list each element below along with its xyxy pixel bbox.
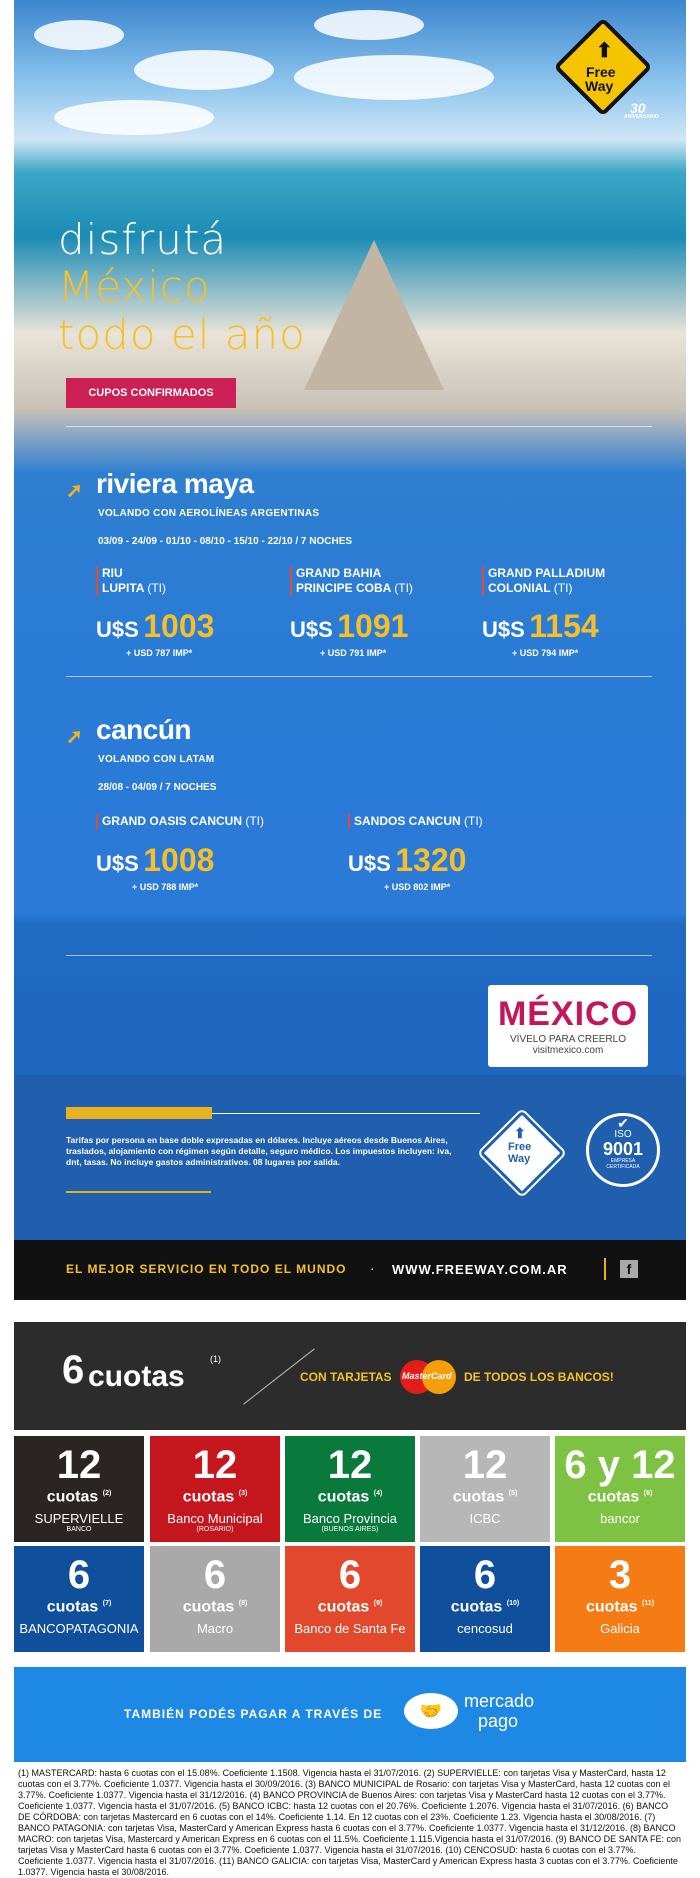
tile-number: 6 y 12 <box>564 1443 676 1487</box>
installments-banner <box>14 1322 686 1430</box>
price-amount: 1320 <box>395 842 467 878</box>
currency: U$S <box>482 617 525 642</box>
arrow-up-icon: ⬆ <box>596 40 613 62</box>
currency: U$S <box>96 851 139 876</box>
freeway-small-bottom: Way <box>508 1153 531 1165</box>
freeway-sign-bottom: Way <box>585 78 614 94</box>
promo-word: cuotas <box>88 1360 185 1393</box>
bank-tile <box>555 1546 685 1652</box>
cloud-shape <box>134 50 274 90</box>
tile-word <box>150 1486 280 1505</box>
hotel-name: GRAND PALLADIUM <box>488 566 606 580</box>
freeway-small-top: Free <box>508 1141 532 1153</box>
promo-text-1: CON TARJETAS <box>300 1370 392 1384</box>
arrow-up-icon: ⬆ <box>514 1125 526 1141</box>
mc-label: MasterCard <box>402 1371 452 1381</box>
taxes-grand-oasis: + USD 788 IMP* <box>132 882 199 892</box>
hotel-name-2: PRINCIPE COBA <box>296 581 391 595</box>
legal-text: (1) MASTERCARD: hasta 6 cuotas con el 15.08%. Coeficiente 1.1508. Vigencia hasta el 31/07/2016. (2) SUPERVIELLE: con tarjetas Visa y MasterCard, hasta 12 cuotas con el 3.77%. Coeficiente 1.0377. Vigencia hasta el 30/09/2016. (3) BANCO MUNICIPAL de Rosario: con tarjetas Visa y MasterCard, hasta 12 cuotas con el 3.77%. Coeficiente 1.0377. Vigencia hasta el 31/12/2016. (4) BANCO PROVINCIA de Buenos Aires: con tarjetas Visa y MasterCard hasta 12 cuotas con el 3.77%. Coeficiente 1.0377. Vigencia hasta el 31/07/2016. (5) BANCO ICBC: hasta 12 cuotas con el 20.76%. Coeficiente 1.2076. Vigencia hasta el 31/07/2016. (6) BANCO DE CÓRDOBA: con tarjetas Mastercard en 6 cuotas con el 14%. Coeficiente 1.14. En 12 cuotas con el 23%. Coeficiente 1.23. Vigencia hasta el 30/08/2016. (7) BANCO PATAGONIA: con tarjetas Visa, MasterCard y American Express hasta 6 cuotas con el 3.77%. Coeficiente 1.0377. Vigencia hasta el 31/12/2016. (8) BANCO MACRO: con tarjetas Visa, Mastercard y American Express en 6 cuotas con el 11.5%. Coeficiente 1.115.Vigencia hasta el 31/07/2016. (9) BANCO DE SANTA FE: con tarjetas Visa y MasterCard hasta 6 cuotas con el 3.77%. Coeficiente 1.0377. Vigencia hasta el 31/07/2016. (10) CENCOSUD: hasta 6 cuotas con el 3.77%. Coeficiente 1.0377. Vigencia hasta el 31/07/2016. (11) BANCO GALICIA: con tarjetas Visa, MasterCard y American Express hasta 3 cuotas con el 3.77%. Coeficiente 1.0377. Vigencia hasta el 30/08/2016. <box>18 1768 681 1877</box>
riviera-airline: VOLANDO CON AEROLÍNEAS ARGENTINAS <box>98 508 320 519</box>
newsletter <box>14 0 686 1877</box>
mercadopago-banner <box>14 1667 686 1762</box>
mastercard-icon <box>400 1360 456 1394</box>
hotel-name: SANDOS CANCUN <box>354 814 461 828</box>
hotel-grand-palladium <box>482 566 605 596</box>
tile-number: 12 <box>462 1443 508 1487</box>
tile-number: 12 <box>56 1443 102 1487</box>
yellow-underline <box>66 1191 211 1193</box>
hotel-regime: (TI) <box>553 581 573 595</box>
hotel-regime: (TI) <box>394 581 413 595</box>
hotel-regime: (TI) <box>147 581 166 595</box>
tile-word <box>285 1596 415 1615</box>
price-grand-palladium <box>482 608 599 645</box>
tile-word <box>14 1596 144 1615</box>
tile-word <box>150 1596 280 1615</box>
divider <box>66 955 652 956</box>
cupos-badge: CUPOS CONFIRMADOS <box>66 378 236 408</box>
riviera-title: riviera maya <box>96 468 254 499</box>
hotel-name-2: COLONIAL <box>488 581 551 595</box>
arrow-icon: ➚ <box>66 726 83 748</box>
bank-tile <box>14 1436 144 1542</box>
tile-number: 12 <box>327 1443 373 1487</box>
tile-note: (2) <box>102 1490 112 1497</box>
sand-pyramid <box>304 240 444 390</box>
hotel-name: RIU <box>102 566 123 580</box>
tile-word-text: cuotas <box>585 1598 638 1616</box>
currency: U$S <box>96 617 139 642</box>
tile-word-text: cuotas <box>452 1488 505 1506</box>
tile-note: (6) <box>643 1490 653 1497</box>
disclaimer-text: Tarifas por persona en base doble expresadas en dólares. Incluye aéreos desde Buenos Aires, traslados, alojamiento con régimen según detalle, seguro médico. Los impuestos incluyen: iva, dnt, tasas. No incluye gastos administrativos. 08 lugares por salida. <box>66 1135 452 1167</box>
anniversary-number: 30 <box>630 100 646 116</box>
price-amount: 1003 <box>143 608 215 644</box>
bank-tile <box>420 1546 550 1652</box>
bank-tile <box>150 1436 280 1542</box>
facebook-icon[interactable]: f <box>620 1260 638 1278</box>
mexico-url: visitmexico.com <box>532 1045 604 1056</box>
price-sandos <box>348 842 466 879</box>
hotel-name: GRAND BAHIA <box>296 566 382 580</box>
tile-note: (7) <box>102 1600 112 1607</box>
currency: U$S <box>290 617 333 642</box>
bank-logo: Macro <box>196 1621 234 1637</box>
freeway-sign-top: Free <box>586 64 616 80</box>
tile-word-text: cuotas <box>450 1598 503 1616</box>
price-amount: 1091 <box>337 608 409 644</box>
tile-note: (11) <box>641 1600 655 1607</box>
tile-note: (10) <box>506 1600 520 1607</box>
hero-line-2: México <box>58 262 211 311</box>
bank-logo: ICBC <box>469 1511 501 1527</box>
divider <box>66 676 652 677</box>
arrow-icon: ➚ <box>66 480 83 502</box>
tile-word-text: cuotas <box>317 1488 370 1506</box>
hotel-grand-oasis <box>96 814 264 829</box>
divider <box>66 426 652 427</box>
hotel-name: GRAND OASIS CANCUN <box>102 814 243 828</box>
tile-word-text: cuotas <box>182 1488 235 1506</box>
tile-word <box>420 1596 550 1615</box>
website-link[interactable]: WWW.FREEWAY.COM.AR <box>392 1262 568 1277</box>
bank-logo-sub: (BUENOS AIRES) <box>321 1526 379 1534</box>
bank-logo: Banco Provincia <box>303 1511 397 1527</box>
promo-number: 6 <box>62 1348 85 1392</box>
tile-number: 6 <box>338 1553 362 1597</box>
tile-word-text: cuotas <box>182 1598 235 1616</box>
tile-note: (5) <box>508 1490 518 1497</box>
bank-tile <box>285 1436 415 1542</box>
bank-logo: Banco de Santa Fe <box>294 1621 406 1637</box>
mexico-logo: MÉXICO <box>497 995 639 1033</box>
tagline: EL MEJOR SERVICIO EN TODO EL MUNDO <box>66 1262 347 1276</box>
tile-word <box>555 1486 685 1505</box>
hotel-sandos <box>348 814 483 829</box>
separator-dot: · <box>370 1260 375 1276</box>
bank-tile <box>150 1546 280 1652</box>
price-riu <box>96 608 214 645</box>
price-amount: 1154 <box>529 608 599 644</box>
hero-banner <box>14 0 686 1075</box>
hero-footer <box>14 1075 686 1240</box>
bank-tile <box>285 1546 415 1652</box>
cloud-shape <box>54 100 214 135</box>
currency: U$S <box>348 851 391 876</box>
tile-word-text: cuotas <box>46 1598 99 1616</box>
mp-logo-1: mercado <box>464 1691 535 1711</box>
taxes-riu: + USD 787 IMP* <box>126 648 193 658</box>
hero-line-3: todo el año <box>58 310 306 359</box>
footer-divider <box>604 1258 606 1280</box>
bank-logo: bancor <box>600 1511 640 1527</box>
tile-note: (4) <box>373 1490 383 1497</box>
bank-logo: cencosud <box>457 1621 513 1637</box>
cloud-shape <box>314 10 424 40</box>
bank-tile <box>555 1436 685 1542</box>
tile-word-text: cuotas <box>46 1488 99 1506</box>
hotel-name-2: LUPITA <box>102 581 144 595</box>
tile-number: 6 <box>67 1553 91 1597</box>
handshake-icon: 🤝 <box>404 1693 458 1729</box>
iso-sub1: EMPRESA <box>610 1158 636 1164</box>
cancun-airline: VOLANDO CON LATAM <box>98 754 215 765</box>
iso-sub2: CERTIFICADA <box>606 1164 640 1170</box>
tile-note: (9) <box>373 1600 383 1607</box>
tile-number: 3 <box>608 1553 632 1597</box>
footer-bar <box>14 1240 686 1300</box>
price-grand-oasis <box>96 842 214 879</box>
bank-logo-sub: (ROSARIO) <box>196 1526 234 1534</box>
tile-number: 6 <box>473 1553 497 1597</box>
promo-text-2: DE TODOS LOS BANCOS! <box>464 1370 614 1384</box>
mp-logo-2: pago <box>478 1711 519 1731</box>
promo-note: (1) <box>210 1354 221 1364</box>
tile-word <box>420 1486 550 1505</box>
tile-word <box>285 1486 415 1505</box>
iso-number: 9001 <box>602 1139 644 1159</box>
iso-label: ISO <box>614 1129 632 1140</box>
mp-text: TAMBIÉN PODÉS PAGAR A TRAVÉS DE <box>124 1707 383 1721</box>
taxes-grand-bahia: + USD 791 IMP* <box>320 648 387 658</box>
tile-number: 6 <box>203 1553 227 1597</box>
tile-word <box>555 1596 685 1615</box>
visit-mexico-box[interactable] <box>488 985 648 1067</box>
bank-tile <box>14 1546 144 1652</box>
hotel-regime: (TI) <box>245 814 265 828</box>
anniversary-label: ANIVERSARIO <box>624 114 659 120</box>
hero-line-1: disfrutá <box>58 215 228 264</box>
bank-logo: SUPERVIELLE <box>34 1511 124 1527</box>
hotel-regime: (TI) <box>464 814 483 828</box>
tile-number: 12 <box>192 1443 238 1487</box>
tile-word-text: cuotas <box>587 1488 640 1506</box>
cancun-title: cancún <box>96 714 192 745</box>
bank-logo: BANCOPATAGONIA <box>19 1621 139 1637</box>
bank-logo: Banco Municipal <box>167 1511 263 1527</box>
taxes-sandos: + USD 802 IMP* <box>384 882 451 892</box>
taxes-grand-palladium: + USD 794 IMP* <box>512 648 579 658</box>
price-amount: 1008 <box>143 842 215 878</box>
tile-note: (3) <box>238 1490 248 1497</box>
yellow-bar <box>66 1107 212 1119</box>
freeway-logo <box>556 20 659 120</box>
tile-word-text: cuotas <box>317 1598 370 1616</box>
white-rule <box>212 1113 480 1114</box>
tile-word <box>14 1486 144 1505</box>
tile-note: (8) <box>238 1600 248 1607</box>
bank-tile <box>420 1436 550 1542</box>
riviera-dates: 03/09 - 24/09 - 01/10 - 08/10 - 15/10 - 22/10 / 7 NOCHES <box>98 536 353 547</box>
bank-logo-sub: BANCO <box>66 1526 92 1534</box>
price-grand-bahia <box>290 608 408 645</box>
hotel-riu <box>96 566 166 596</box>
check-icon: ✔ <box>617 1115 629 1131</box>
bank-logo: Galicia <box>600 1621 640 1637</box>
cloud-shape <box>294 55 494 100</box>
cloud-shape <box>34 20 124 50</box>
cancun-dates: 28/08 - 04/09 / 7 NOCHES <box>98 782 217 793</box>
iso-badge <box>586 1113 660 1187</box>
mexico-tagline: VÍVELO PARA CREERLO <box>510 1034 626 1045</box>
hotel-grand-bahia <box>290 566 413 596</box>
